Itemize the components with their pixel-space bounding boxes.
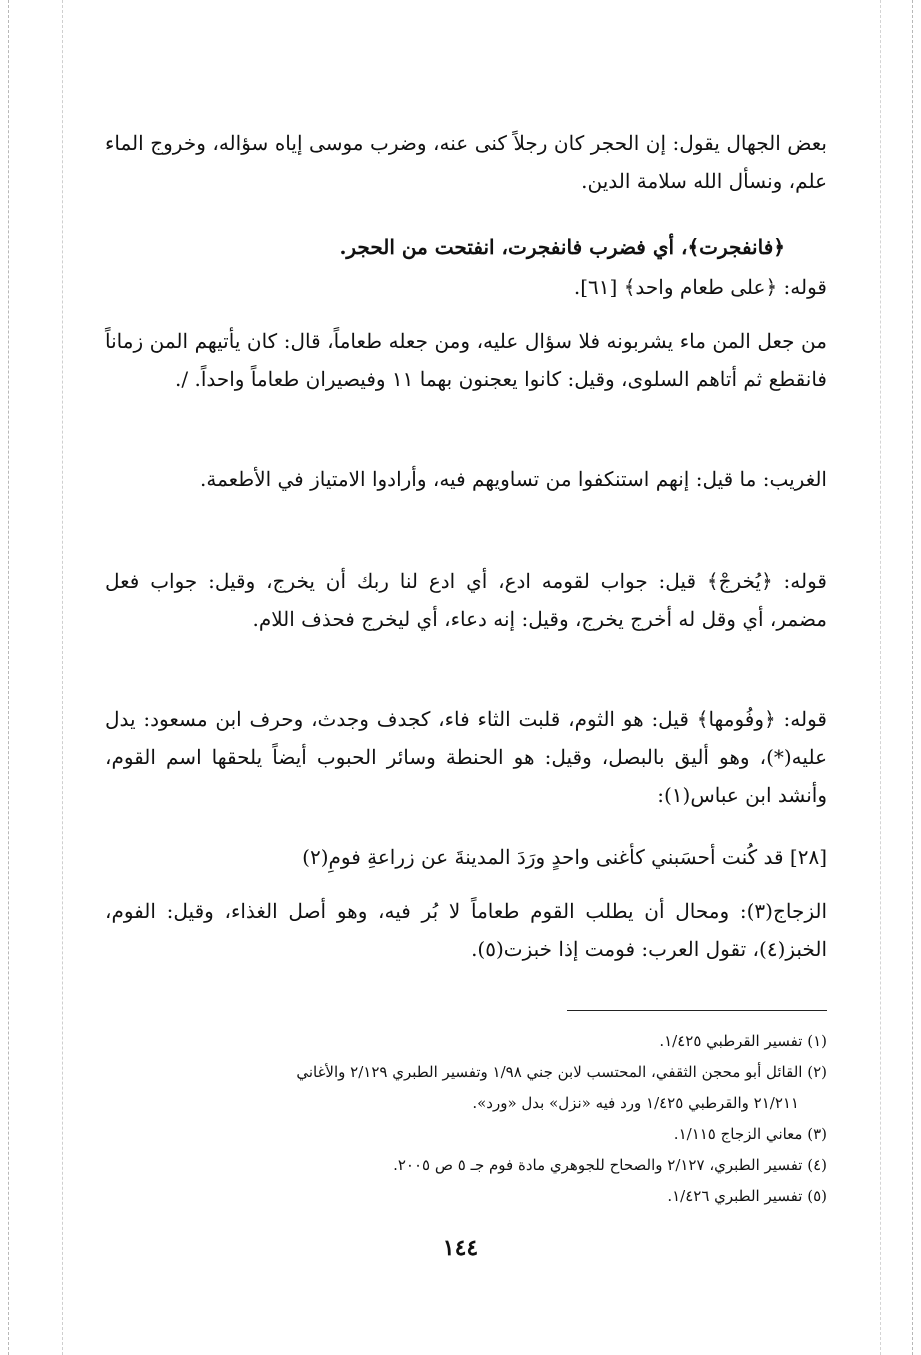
footnote: (٣) معاني الزجاج ١/١١٥. — [673, 1125, 827, 1143]
body-paragraph — [105, 700, 827, 814]
paragraph-text: قوله: ﴿يُخرجْ﴾ قيل: جواب لقومه ادع، أي ادع لنا ربك أن يخرج، وقيل: جواب فعل مضمر، أي وقل له أخرج يخرج، وقيل: إنه دعاء، أي ليخرج فحذف اللام. — [105, 569, 827, 631]
body-paragraph — [105, 562, 827, 638]
paragraph-text: بعض الجهال يقول: إن الحجر كان رجلاً كنى عنه، وضرب موسى إياه سؤاله، وخروج الماء علم، ونسأل الله سلامة الدين. — [105, 131, 827, 193]
paragraph-text: قوله: ﴿وفُومها﴾ قيل: هو الثوم، قلبت الثاء فاء، كجدف وجدث، وحرف ابن مسعود: يدل عليه(*)، وهو أليق بالبصل، وقيل: هو الحنطة وسائر الحبوب أيضاً يلحقها اسم القوم، وأنشد ابن عباس(١): — [105, 707, 827, 807]
poetry-verse — [105, 838, 827, 876]
paragraph-text: ﴿فانفجرت﴾، أي فضرب فانفجرت، انفتحت من الحجر. — [339, 235, 785, 259]
footnote-separator — [567, 1010, 827, 1011]
body-paragraph — [105, 228, 785, 266]
paragraph-text: من جعل المن ماء يشربونه فلا سؤال عليه، ومن جعله طعاماً، قال: كان يأتيهم المن زماناً فانقطع ثم أتاهم السلوى، وقيل: كانوا يعجنون بهما ١١ وفيصيران طعاماً واحداً. /. — [105, 329, 827, 391]
gharib-paragraph — [105, 460, 827, 498]
paragraph-text: [٢٨] قد كُنت أحسَبني كأغنى واحدٍ ورَدَ المدينةَ عن زراعةِ فومِ(٢) — [302, 845, 827, 869]
footnote-continuation: ٢١/٢١١ والقرطبي ١/٤٢٥ ورد فيه «نزل» بدل «ورد». — [472, 1094, 799, 1112]
footnote: (٤) تفسير الطبري، ٢/١٢٧ والصحاح للجوهري مادة فوم جـ ٥ ص ٢٠٠٥. — [393, 1156, 827, 1174]
page-number: ١٤٤ — [442, 1235, 479, 1261]
paragraph-text: قوله: ﴿على طعام واحد﴾ [٦١]. — [573, 275, 827, 299]
body-paragraph — [105, 322, 827, 398]
footnote: (١) تفسير القرطبي ١/٤٢٥. — [659, 1032, 827, 1050]
body-paragraph — [105, 124, 827, 200]
footnotes — [100, 1026, 827, 1212]
verse-reference — [105, 268, 827, 306]
paragraph-text: الغريب: ما قيل: إنهم استنكفوا من تساويهم فيه، وأرادوا الامتياز في الأطعمة. — [199, 467, 827, 491]
scan-guide-line — [8, 0, 9, 1355]
footnote: (٥) تفسير الطبري ١/٤٢٦. — [667, 1187, 827, 1205]
scan-guide-line — [880, 0, 881, 1355]
footnote: (٢) القائل أبو محجن الثقفي، المحتسب لابن جني ١/٩٨ وتفسير الطبري ٢/١٢٩ والأغاني — [296, 1063, 827, 1081]
paragraph-text: الزجاج(٣): ومحال أن يطلب القوم طعاماً لا بُر فيه، وهو أصل الغذاء، وقيل: الفوم، الخبز(٤)، تقول العرب: فومت إذا خبزت(٥). — [105, 899, 828, 961]
scan-guide-line — [912, 0, 913, 1355]
body-paragraph — [105, 892, 827, 968]
scan-guide-line — [62, 0, 63, 1355]
